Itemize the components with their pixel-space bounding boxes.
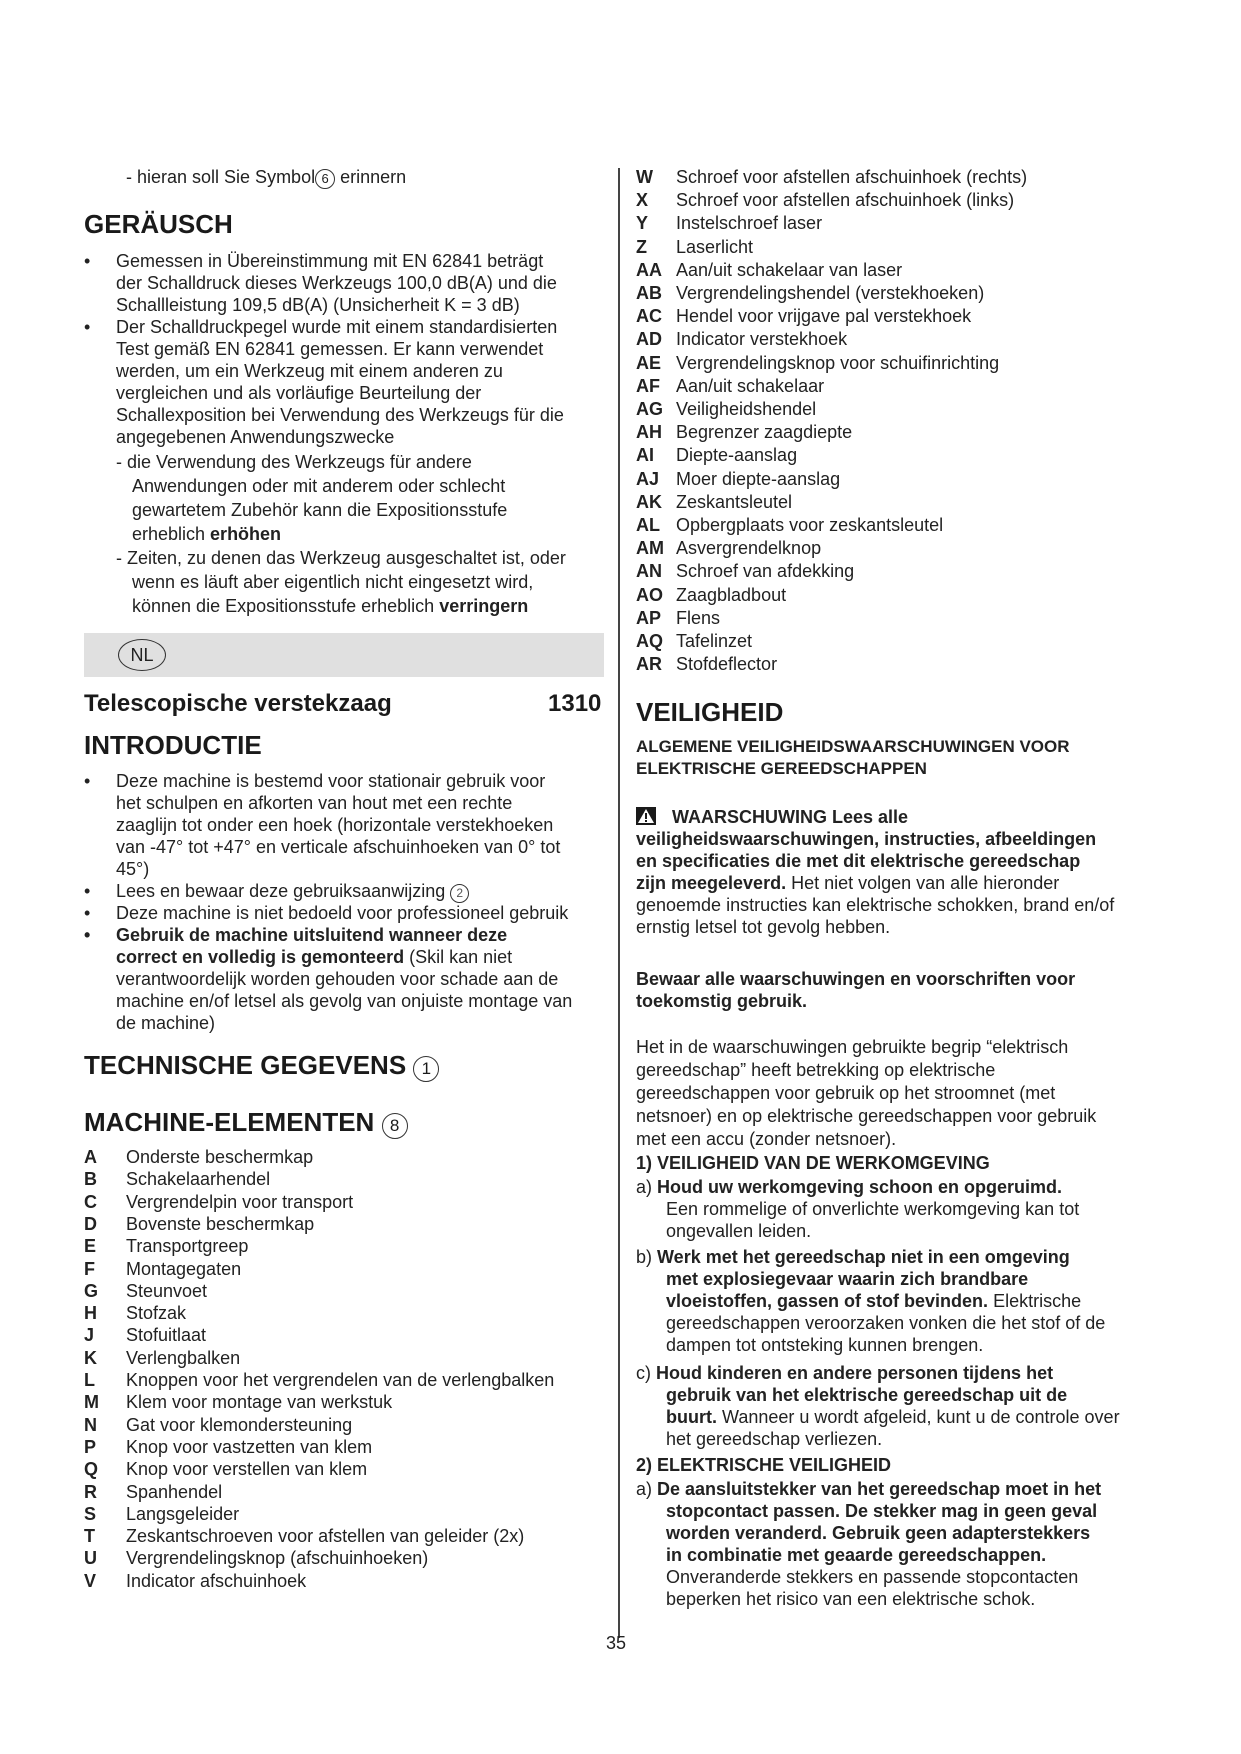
introductie-heading: INTRODUCTIE <box>84 730 262 760</box>
element-label: Knop voor vastzetten van klem <box>126 1436 373 1457</box>
element-key: AR <box>636 654 662 675</box>
element-label: Laserlicht <box>676 236 754 257</box>
element-item <box>84 1258 241 1280</box>
element-label: Verlengbalken <box>126 1347 241 1368</box>
element-item <box>636 491 792 513</box>
element-key: L <box>84 1370 95 1390</box>
element-label: Opbergplaats voor zeskantsleutel <box>676 515 944 535</box>
text-line <box>636 806 1156 828</box>
element-label: Knoppen voor het vergrendelen van de verlengbalken <box>126 1370 555 1390</box>
element-key: AA <box>636 259 662 280</box>
text-line: Anwendungen oder mit anderem oder schlecht <box>132 476 506 496</box>
element-label: Montagegaten <box>126 1258 242 1279</box>
text-line: ALGEMENE VEILIGHEIDSWAARSCHUWINGEN VOOR <box>636 737 1070 756</box>
text-line <box>116 946 636 968</box>
element-item <box>84 1525 524 1547</box>
text-line: 45°) <box>116 859 150 879</box>
element-key: Q <box>84 1459 99 1480</box>
element-item <box>636 166 1027 188</box>
tech-heading-text: TECHNISCHE GEGEVENS <box>84 1050 407 1080</box>
element-key: AC <box>636 306 662 327</box>
text-line: Deze machine is bestemd voor stationair gebruik voor <box>116 771 546 791</box>
element-item <box>636 328 847 350</box>
elements-ref-circle: 8 <box>382 1113 408 1139</box>
element-item <box>84 1503 239 1525</box>
element-label: Stofdeflector <box>676 654 778 675</box>
text-line: gereedschap” heeft betrekking op elektrische <box>636 1060 996 1080</box>
element-label: Zeskantschroeven voor afstellen van geleider (2x) <box>126 1526 525 1547</box>
element-item <box>636 305 971 327</box>
bold-span: vloeistoffen, gassen of stof bevinden. <box>666 1291 989 1311</box>
element-key: C <box>84 1191 97 1212</box>
element-key: AF <box>636 375 660 396</box>
text-line: toekomstig gebruik. <box>636 991 808 1011</box>
element-key: G <box>84 1280 99 1301</box>
element-item <box>636 212 822 234</box>
text-line: Een rommelige of onverlichte werkomgeving kan tot <box>666 1199 1080 1219</box>
language-banner <box>84 633 604 677</box>
text-line: Het in de waarschuwingen gebruikte begrip “elektrisch <box>636 1037 1069 1057</box>
element-key: F <box>84 1258 95 1279</box>
bold-span: De aansluitstekker van het gereedschap moet in het <box>657 1479 1102 1499</box>
element-label: Schroef voor afstellen afschuinhoek (rechts) <box>676 167 1028 187</box>
safety-subheading <box>636 736 1070 780</box>
element-item <box>84 1414 352 1436</box>
bold-span: Werk met het gereedschap niet in een omgeving <box>657 1247 1070 1267</box>
element-label: Vergrendelingsknop voor schuifinrichting <box>676 352 1000 373</box>
text-line: van -47° tot +47° en verticale afschuinhoeken van 0° tot <box>116 837 561 857</box>
element-key: D <box>84 1213 97 1234</box>
element-item <box>84 1191 353 1213</box>
text-line: netsnoer) en op elektrische gereedschappen voor gebruik <box>636 1106 1097 1126</box>
element-item <box>84 1146 313 1168</box>
text-line: worden veranderd. Gebruik geen adapterstekkers <box>666 1523 1091 1543</box>
element-item <box>636 352 999 374</box>
element-key: J <box>84 1325 95 1346</box>
bold-span: correct en volledig is gemonteerd <box>116 947 405 967</box>
element-label: Aan/uit schakelaar <box>676 375 825 396</box>
text-span: erheblich <box>132 524 211 544</box>
text-line: de machine) <box>116 1013 216 1033</box>
bold-span: zijn meegeleverd. <box>636 873 787 893</box>
element-key: B <box>84 1169 97 1190</box>
element-item <box>636 398 816 420</box>
element-label: Klem voor montage van werkstuk <box>126 1392 393 1413</box>
element-key: AI <box>636 445 654 466</box>
column-divider <box>618 168 620 1638</box>
element-key: X <box>636 190 649 211</box>
text-span: Elektrische <box>988 1291 1082 1311</box>
element-key: AL <box>636 515 660 535</box>
element-key: T <box>84 1526 95 1547</box>
element-item <box>636 468 840 490</box>
text-line: machine en/of letsel als gevolg van onjuiste montage van <box>116 991 573 1011</box>
veiligheid-heading: VEILIGHEID <box>636 697 784 727</box>
bullet-dot: • <box>84 251 91 271</box>
element-key: AM <box>636 538 664 559</box>
element-key: H <box>84 1303 97 1324</box>
text-line: en specificaties die met dit elektrische gereedschap <box>636 851 1081 871</box>
element-label: Asvergrendelknop <box>676 538 822 559</box>
text-line: veiligheidswaarschuwingen, instructies, afbeeldingen <box>636 829 1097 849</box>
text-span: WAARSCHUWING Lees alle <box>672 807 909 827</box>
text-line: ernstig letsel tot gevolg hebben. <box>636 917 891 937</box>
text-line: Schallleistung 109,5 dB(A) (Unsicherheit K = 3 dB) <box>116 295 520 315</box>
text-line: dampen tot ontsteking kunnen brengen. <box>666 1335 984 1355</box>
text-line: Gemessen in Übereinstimmung mit EN 62841 beträgt <box>116 251 544 271</box>
bullet-dot: • <box>84 317 91 337</box>
element-key: E <box>84 1236 97 1257</box>
element-label: Aan/uit schakelaar van laser <box>676 259 903 280</box>
element-item <box>636 560 854 582</box>
element-item <box>636 584 786 606</box>
tech-ref-circle: 1 <box>413 1056 439 1082</box>
bold-span: erhöhen <box>210 524 282 544</box>
text-line: verantwoordelijk worden gehouden voor schade aan de <box>116 969 559 989</box>
tech-heading <box>84 1050 439 1082</box>
element-label: Instelschroef laser <box>676 213 823 234</box>
element-label: Schroef van afdekking <box>676 561 855 582</box>
text-span: können die Expositionsstufe erheblich <box>132 596 440 616</box>
text-line: ongevallen leiden. <box>666 1221 812 1241</box>
keep-warnings <box>636 968 1075 1012</box>
text-line: der Schalldruck dieses Werkzeugs 100,0 dB(A) und die <box>116 273 557 293</box>
gerausch-heading: GERÄUSCH <box>84 209 233 239</box>
element-label: Tafelinzet <box>676 631 753 651</box>
section-2a <box>636 1478 1101 1610</box>
section-1a <box>636 1176 1079 1242</box>
text-line: gereedschappen voor gebruik op het stroomnet (met <box>636 1083 1056 1103</box>
text-line: stopcontact passen. De stekker mag in geen geval <box>666 1501 1098 1521</box>
section-1-title: 1) VEILIGHEID VAN DE WERKOMGEVING <box>636 1153 990 1173</box>
symbol-ref-circle: 6 <box>315 169 335 189</box>
text-line: het schulpen en afkorten van hout met een rechte <box>116 793 513 813</box>
element-item <box>84 1213 314 1235</box>
bold-span: Houd kinderen en andere personen tijdens het <box>656 1363 1054 1383</box>
text-line <box>636 1362 1120 1384</box>
text-line <box>636 1290 1105 1312</box>
element-label: Moer diepte-aanslag <box>676 468 841 489</box>
element-item <box>84 1235 248 1257</box>
text-line <box>116 522 507 546</box>
element-label: Vergrendelingshendel (verstekhoeken) <box>676 283 985 303</box>
text-span: b) <box>636 1247 658 1267</box>
element-label: Zaagbladbout <box>676 584 787 605</box>
element-label: Vergrendelpin voor transport <box>126 1191 354 1212</box>
product-number: 1310 <box>548 690 602 717</box>
text-line: in combinatie met geaarde gereedschappen. <box>666 1545 1047 1565</box>
element-item <box>84 1280 207 1302</box>
element-key: Y <box>636 213 649 234</box>
element-item <box>636 653 777 675</box>
element-label: Diepte-aanslag <box>676 445 798 466</box>
text-line <box>636 872 1156 894</box>
intro-dash-line <box>126 166 406 189</box>
element-label: Schakelaarhendel <box>126 1169 271 1190</box>
element-item <box>84 1302 186 1324</box>
element-item <box>84 1391 392 1413</box>
element-key: K <box>84 1347 97 1368</box>
text-line: vergleichen und als vorläufige Beurteilung der <box>116 383 482 403</box>
warning-block <box>636 806 1156 938</box>
element-item <box>636 444 797 466</box>
page-number: 35 <box>606 1633 627 1653</box>
element-key: V <box>84 1570 97 1591</box>
product-title: Telescopische verstekzaag <box>84 690 392 717</box>
element-key: AH <box>636 422 662 443</box>
text-line: angegebenen Anwendungszwecke <box>116 427 395 447</box>
text-line: - die Verwendung des Werkzeugs für andere <box>116 452 472 472</box>
element-key: N <box>84 1414 97 1435</box>
element-key: AP <box>636 607 662 628</box>
bullet-dot: • <box>84 881 91 901</box>
element-label: Vergrendelingsknop (afschuinhoeken) <box>126 1548 429 1569</box>
text-line <box>636 1176 1079 1198</box>
element-item <box>84 1168 270 1190</box>
text-line: Onveranderde stekkers en passende stopcontacten <box>666 1567 1079 1587</box>
element-key: AB <box>636 283 662 303</box>
text-line <box>636 1478 1101 1500</box>
text-line: Bewaar alle waarschuwingen en voorschriften voor <box>636 969 1076 989</box>
element-label: Stofzak <box>126 1303 187 1324</box>
element-item <box>636 282 984 304</box>
text-line: gebruik van het elektrische gereedschap uit de <box>666 1385 1068 1405</box>
text-span: Lees en bewaar deze gebruiksaanwijzing <box>116 881 446 901</box>
bold-span: verringern <box>439 596 529 616</box>
term-definition <box>636 1036 1096 1151</box>
intro-dash-text: - hieran soll Sie Symbol <box>126 167 316 187</box>
element-label: Transportgreep <box>126 1236 249 1257</box>
element-item <box>84 1369 554 1391</box>
element-key: AN <box>636 561 662 582</box>
section-2-title: 2) ELEKTRISCHE VEILIGHEID <box>636 1455 892 1475</box>
element-label: Onderste beschermkap <box>126 1147 314 1167</box>
element-label: Indicator afschuinhoek <box>126 1570 307 1591</box>
element-item <box>84 1481 222 1503</box>
text-line: ELEKTRISCHE GEREEDSCHAPPEN <box>636 759 927 778</box>
element-item <box>636 537 821 559</box>
bullet-dot: • <box>84 771 91 791</box>
text-span: Het niet volgen van alle hieronder <box>786 873 1060 893</box>
element-item <box>84 1324 206 1346</box>
element-label: Bovenste beschermkap <box>126 1213 315 1234</box>
element-item <box>636 259 902 281</box>
text-line: met explosiegevaar waarin zich brandbare <box>666 1269 1029 1289</box>
gerausch-dash-1 <box>116 450 507 546</box>
text-line: Deze machine is niet bedoeld voor professioneel gebruik <box>116 903 569 923</box>
bullet-dot: • <box>84 903 91 923</box>
text-line: het gereedschap verliezen. <box>666 1429 883 1449</box>
element-label: Indicator verstekhoek <box>676 329 848 350</box>
text-span: a) <box>636 1177 658 1197</box>
text-line: Gebruik de machine uitsluitend wanneer deze <box>116 925 508 945</box>
section-1b <box>636 1246 1105 1356</box>
text-line: zaaglijn tot onder een hoek (horizontale verstekhoeken <box>116 815 554 835</box>
element-key: U <box>84 1548 97 1569</box>
text-line: wenn es läuft aber eigentlich nicht eingesetzt wird, <box>132 572 534 592</box>
element-key: AJ <box>636 468 660 489</box>
elements-heading-text: MACHINE-ELEMENTEN <box>84 1107 375 1137</box>
element-item <box>636 189 1014 211</box>
element-item <box>636 375 824 397</box>
text-span: Wanneer u wordt afgeleid, kunt u de controle over <box>717 1407 1120 1427</box>
element-key: AE <box>636 352 662 373</box>
element-label: Spanhendel <box>126 1481 223 1502</box>
element-key: AD <box>636 329 662 350</box>
element-item <box>84 1347 240 1369</box>
element-label: Begrenzer zaagdiepte <box>676 422 853 443</box>
element-item <box>84 1436 372 1458</box>
text-line: gereedschappen veroorzaken vonken die het stof of de <box>666 1313 1106 1333</box>
language-badge: NL <box>118 639 166 671</box>
element-key: AQ <box>636 631 663 651</box>
element-key: AK <box>636 491 662 512</box>
element-label: Langsgeleider <box>126 1503 240 1524</box>
text-span: c) <box>636 1363 656 1383</box>
element-key: M <box>84 1392 99 1413</box>
text-line: beperken het risico van een elektrische schok. <box>666 1589 1036 1609</box>
element-key: P <box>84 1436 97 1457</box>
text-line: werden, um ein Werkzeug mit einem anderen zu <box>116 361 503 381</box>
element-item <box>636 630 752 652</box>
bold-span: Houd uw werkomgeving schoon en opgeruimd. <box>657 1177 1063 1197</box>
element-item <box>636 236 753 258</box>
element-label: Flens <box>676 607 721 628</box>
element-key: Z <box>636 236 647 257</box>
element-label: Hendel voor vrijgave pal verstekhoek <box>676 306 972 327</box>
text-line: Test gemäß EN 62841 gemessen. Er kann verwendet <box>116 339 544 359</box>
intro-dash-end: erinnern <box>335 167 407 187</box>
text-line: Der Schalldruckpegel wurde mit einem standardisierten <box>116 317 558 337</box>
element-key: AG <box>636 399 663 419</box>
element-label: Knop voor verstellen van klem <box>126 1459 368 1480</box>
text-line: Schallexposition bei Verwendung des Werkzeugs für die <box>116 405 564 425</box>
element-key: W <box>636 167 653 187</box>
element-label: Schroef voor afstellen afschuinhoek (links) <box>676 190 1015 211</box>
element-item <box>636 514 943 536</box>
elements-heading <box>84 1107 408 1139</box>
element-label: Steunvoet <box>126 1280 208 1301</box>
text-line: genoemde instructies kan elektrische schokken, brand en/of <box>636 895 1115 915</box>
element-key: A <box>84 1147 97 1167</box>
element-label: Veiligheidshendel <box>676 399 817 419</box>
bold-span: buurt. <box>666 1407 717 1427</box>
element-label: Stofuitlaat <box>126 1325 207 1346</box>
element-key: R <box>84 1481 97 1502</box>
text-line <box>636 1406 1120 1428</box>
manual-ref-circle: 2 <box>450 884 469 903</box>
text-line: met een accu (zonder netsnoer). <box>636 1129 897 1149</box>
element-label: Gat voor klemondersteuning <box>126 1414 353 1435</box>
warning-triangle-icon <box>636 807 656 825</box>
element-item <box>84 1458 367 1480</box>
bullet-dot: • <box>84 925 91 945</box>
text-span: a) <box>636 1479 658 1499</box>
element-key: AO <box>636 584 663 605</box>
element-item <box>84 1570 306 1592</box>
text-line <box>636 1246 1105 1268</box>
text-line <box>116 594 566 618</box>
section-1c <box>636 1362 1120 1450</box>
element-item <box>84 1547 428 1569</box>
gerausch-dash-2 <box>116 546 566 618</box>
text-span: (Skil kan niet <box>404 947 513 967</box>
element-item <box>636 421 852 443</box>
element-item <box>636 607 720 629</box>
element-key: S <box>84 1503 97 1524</box>
text-line: gewartetem Zubehör kann die Expositionsstufe <box>132 500 508 520</box>
element-label: Zeskantsleutel <box>676 491 793 512</box>
text-line: - Zeiten, zu denen das Werkzeug ausgeschaltet ist, oder <box>116 548 566 568</box>
